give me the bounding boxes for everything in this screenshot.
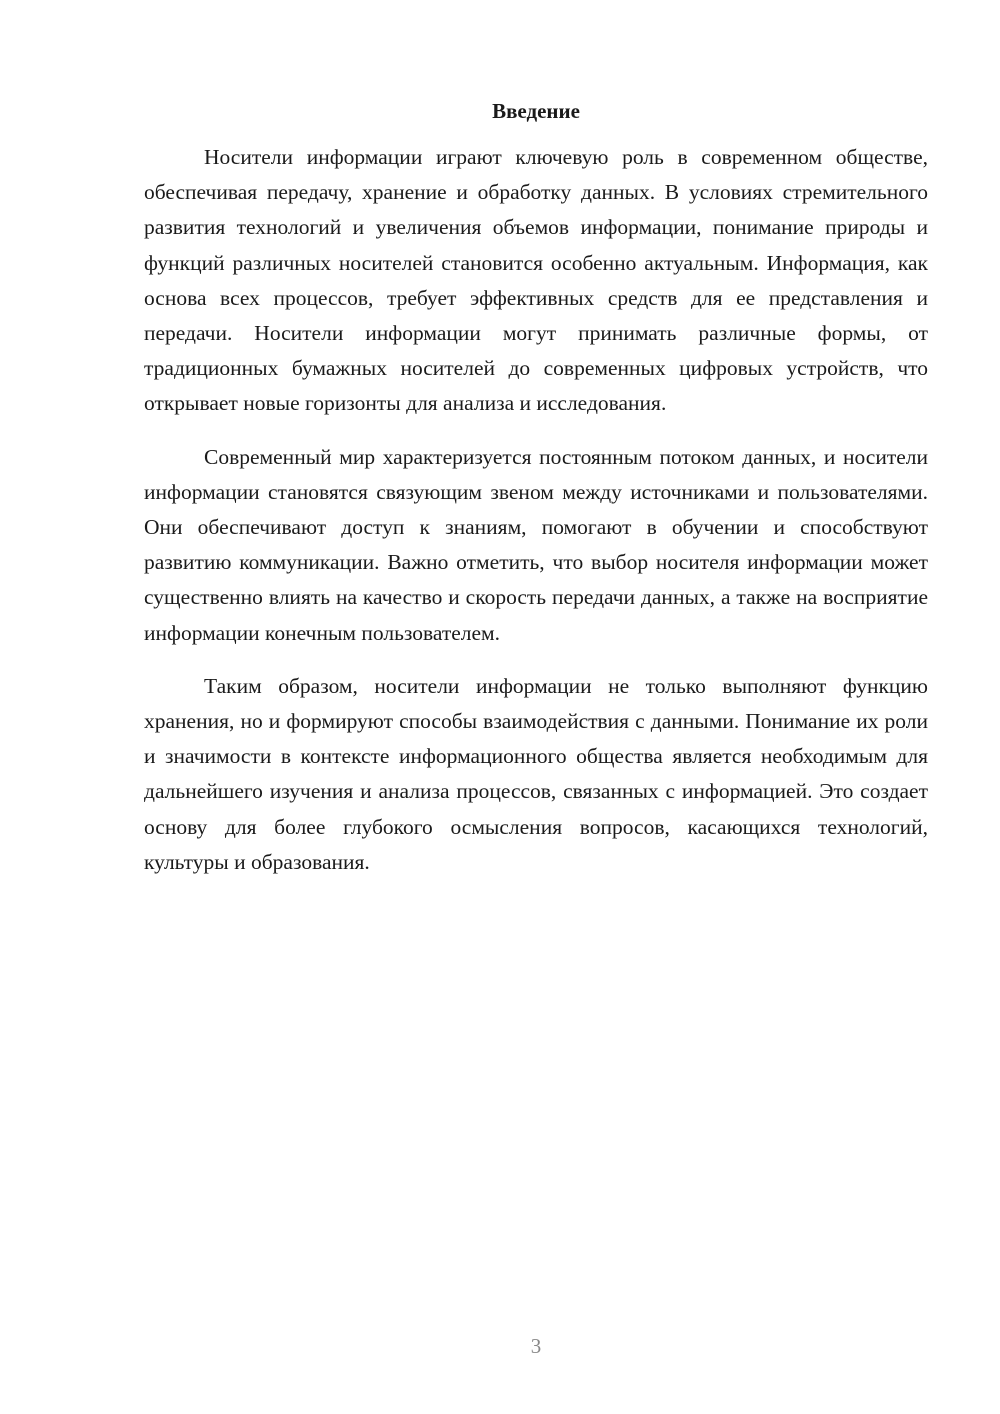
paragraph-1: Носители информации играют ключевую роль в современном обществе, обеспечивая передачу, хранение и обработку данных. В условиях стремительного развития технологий и увеличения объемов информации, понимание природы и функций различных носителей становится особенно актуальным. Информация, как основа всех процессов, требует эффективных средств для ее представления и передачи. Носители информации могут принимать различные формы, от традиционных бумажных носителей до современных цифровых устройств, что открывает новые горизонты для анализа и исследования. [144, 145, 928, 416]
page-number: 3 [530, 1334, 542, 1358]
body-text [144, 140, 928, 898]
paragraph-3: Таким образом, носители информации не только выполняют функцию хранения, но и формируют способы взаимодействия с данными. Понимание их роли и значимости в контексте информационного общества является необходимым для дальнейшего изучения и анализа процессов, связанных с информацией. Это создает основу для более глубокого осмысления вопросов, касающихся технологий, культуры и образования. [144, 673, 928, 874]
paragraph-2: Современный мир характеризуется постоянным потоком данных, и носители информации становятся связующим звеном между источниками и пользователями. Они обеспечивают доступ к знаниям, помогают в обучении и способствуют развитию коммуникации. Важно отметить, что выбор носителя информации может существенно влиять на качество и скорость передачи данных, а также на восприятие информации конечным пользователем. [144, 444, 928, 645]
section-title: Введение [492, 99, 580, 123]
